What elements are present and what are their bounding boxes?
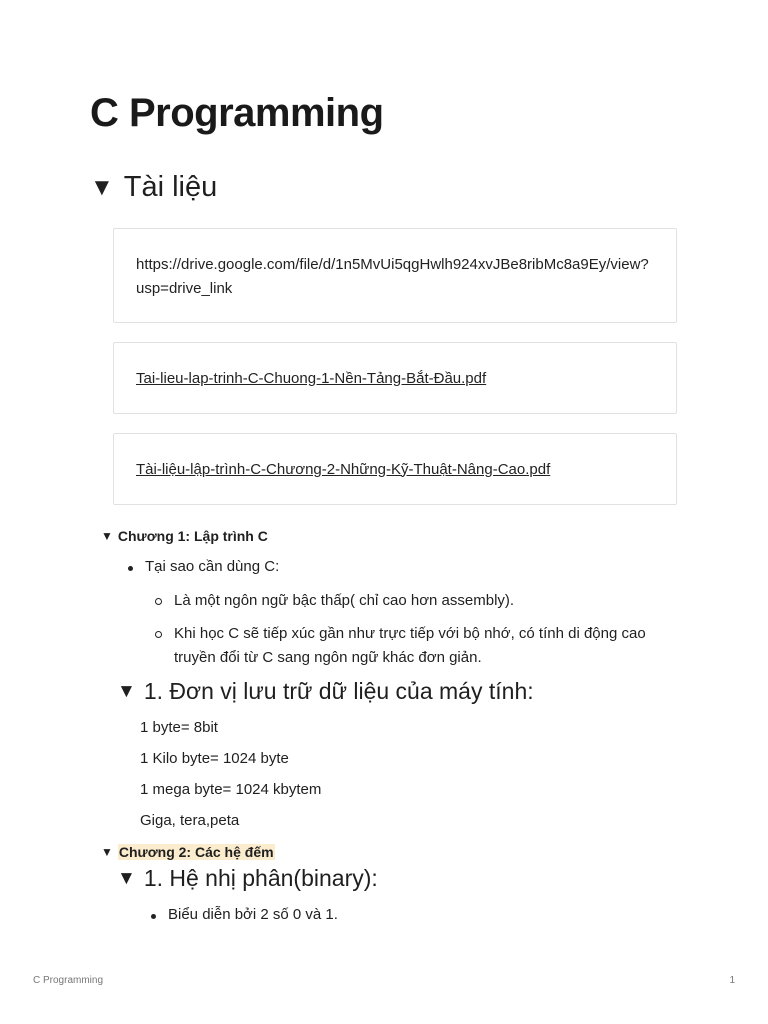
file-block bbox=[113, 342, 677, 414]
list-item bbox=[155, 622, 675, 670]
footer-title: C Programming bbox=[33, 975, 104, 986]
toggle-triangle-icon[interactable]: ▼ bbox=[90, 173, 114, 201]
file-block bbox=[113, 433, 677, 505]
page-title: C Programming bbox=[90, 91, 384, 135]
toggle-triangle-icon[interactable]: ▼ bbox=[117, 868, 136, 889]
toggle-chuong-1[interactable] bbox=[101, 528, 268, 544]
bullet-icon bbox=[128, 566, 133, 571]
toggle-triangle-icon[interactable]: ▼ bbox=[117, 681, 136, 702]
list-item bbox=[151, 906, 338, 923]
toggle-heading: 1. Đơn vị lưu trữ dữ liệu của máy tính: bbox=[143, 678, 534, 704]
page-number: 1 bbox=[729, 975, 735, 986]
list-item bbox=[128, 558, 279, 575]
bullet-icon bbox=[151, 914, 156, 919]
toggle-title: Chương 1: Lập trình C bbox=[117, 528, 268, 544]
toggle-don-vi-luu-tru[interactable] bbox=[117, 678, 534, 705]
paragraph: 1 Kilo byte= 1024 byte bbox=[140, 750, 289, 767]
paragraph: Giga, tera,peta bbox=[140, 812, 240, 829]
list-item-text: Tại sao cần dùng C: bbox=[145, 558, 280, 575]
paragraph: 1 mega byte= 1024 kbytem bbox=[140, 781, 322, 798]
url-block bbox=[113, 228, 677, 323]
drive-url-text: https://drive.google.com/file/d/1n5MvUi5qgHwlh924xvJBe8ribMc8a9Ey/view?usp=drive_link bbox=[136, 256, 649, 297]
paragraph: 1 byte= 8bit bbox=[140, 719, 218, 736]
toggle-chuong-2[interactable] bbox=[101, 844, 275, 860]
toggle-triangle-icon[interactable]: ▼ bbox=[101, 529, 113, 543]
list-item-text: Biểu diễn bởi 2 số 0 và 1. bbox=[168, 906, 338, 923]
toggle-tailieu[interactable] bbox=[90, 171, 217, 204]
section-heading: Tài liệu bbox=[123, 171, 218, 203]
pdf-link-chuong-2[interactable]: Tài-liệu-lập-trình-C-Chương-2-Những-Kỹ-Thuật-Nâng-Cao.pdf bbox=[136, 460, 551, 478]
list-item-text: Là một ngôn ngữ bậc thấp( chỉ cao hơn assembly). bbox=[174, 592, 515, 609]
toggle-he-nhi-phan[interactable] bbox=[117, 865, 378, 892]
toggle-triangle-icon[interactable]: ▼ bbox=[101, 845, 113, 859]
toggle-heading: 1. Hệ nhị phân(binary): bbox=[143, 865, 378, 891]
bullet-circle-icon bbox=[155, 631, 162, 638]
list-item-text: Khi học C sẽ tiếp xúc gần như trực tiếp với bộ nhớ, có tính di động cao truyền đổi từ C sang ngôn ngữ khác đơn giản. bbox=[174, 625, 646, 666]
bullet-circle-icon bbox=[155, 598, 162, 605]
toggle-title-highlighted: Chương 2: Các hệ đếm bbox=[118, 844, 274, 860]
pdf-link-chuong-1[interactable]: Tai-lieu-lap-trinh-C-Chuong-1-Nền-Tảng-Bắt-Đầu.pdf bbox=[136, 369, 487, 387]
list-item bbox=[155, 589, 514, 613]
